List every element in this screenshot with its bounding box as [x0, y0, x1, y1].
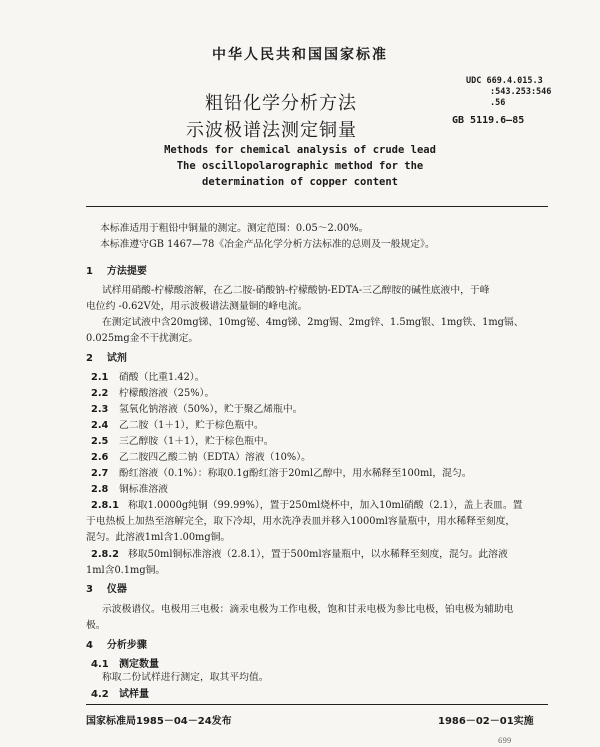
udc-line-2: :543.253:546 [490, 87, 552, 97]
item-text: 乙二胺四乙酸二钠（EDTA）溶液（10%）。 [119, 452, 311, 463]
reagent-item [91, 433, 274, 447]
section-3-heading [86, 580, 127, 595]
section-title: 试剂 [106, 353, 127, 364]
gb-number: GB 5119.6—85 [452, 115, 525, 126]
item-text: 乙二胺（1＋1），贮于棕色瓶中。 [119, 420, 264, 431]
section-number: 3 [86, 584, 93, 595]
item-text: 三乙醇胺（1＋1），贮于棕色瓶中。 [119, 436, 274, 447]
top-rule [86, 206, 548, 207]
item-number: 2.8.2 [91, 549, 119, 560]
sec1-paragraph1-line2: 电位约 -0.62V处，用示波极谱法测量铜的峰电流。 [86, 301, 308, 312]
sub-2-8-2-line2: 1ml含0.1mg铜。 [86, 565, 166, 576]
sec4-1-text: 称取二份试样进行测定，取其平均值。 [102, 672, 269, 683]
section-number: 4 [86, 640, 93, 651]
subsection-4-2-heading [91, 685, 149, 700]
sec3-line1: 示波极谱仪。电极用三电极：滴汞电极为工作电极，饱和甘汞电极为参比电极，铂电极为辅助电 [102, 604, 514, 615]
subsection-number: 4.2 [91, 689, 109, 700]
reagent-item [91, 401, 302, 415]
udc-code [466, 76, 551, 109]
udc-line-3: .56 [490, 98, 506, 108]
sec1-paragraph2-line2: 0.025mg金不干扰测定。 [86, 333, 199, 344]
item-text: 硝酸（比重1.42）。 [119, 372, 205, 383]
effective-date: 1986－02－01实施 [438, 716, 534, 727]
reagent-item [91, 385, 214, 399]
sec3-line2: 极。 [86, 620, 106, 631]
item-number: 2.5 [91, 436, 109, 447]
subsection-4-1-heading [91, 655, 159, 670]
country-standard-heading: 中华人民共和国国家标准 [212, 47, 388, 63]
item-text: 酚红溶液（0.1%）：称取0.1g酚红溶于20ml乙醇中，用水稀释至100ml，混匀。 [119, 468, 472, 479]
intro-compliance: 本标准遵守GB 1467—78《冶金产品化学分析方法标准的总则及一般规定》。 [100, 239, 435, 250]
item-text: 氢氧化钠溶液（50%），贮于聚乙烯瓶中。 [119, 404, 303, 415]
english-title-line-1: Methods for chemical analysis of crude lead [164, 144, 436, 156]
item-number: 2.3 [91, 404, 109, 415]
english-title-line-3: determination of copper content [202, 176, 398, 188]
sub-2-8-1-line1 [91, 497, 522, 511]
item-number: 2.8.1 [91, 500, 119, 511]
section-2-heading [86, 349, 127, 364]
item-number: 2.6 [91, 452, 109, 463]
sec1-paragraph2-line1: 在测定试液中含20mg锑、10mg铋、4mg锑、2mg锡、2mg锌、1.5mg银、1mg铁、1mg镉、 [102, 317, 524, 328]
section-number: 2 [86, 353, 93, 364]
item-text: 称取1.0000g纯铜（99.99%），置于250ml烧杯中，加入10ml硝酸（2.1），盖上表皿。置 [128, 500, 523, 511]
bottom-rule [86, 704, 548, 705]
reagent-item [91, 465, 472, 479]
item-number: 2.2 [91, 388, 109, 399]
item-number: 2.7 [91, 468, 109, 479]
item-text: 移取50ml铜标准溶液（2.8.1），置于500ml容量瓶中，以水稀释至刻度，混匀。此溶液 [128, 549, 508, 560]
sub-2-8-1-line3: 混匀。此溶液1ml含1.00mg铜。 [86, 532, 231, 543]
title-line-2: 示波极谱法测定铜量 [186, 120, 357, 141]
page-number: 699 [498, 737, 512, 745]
title-line-1: 粗铅化学分析方法 [205, 93, 357, 114]
item-text: 柠檬酸溶液（25%）。 [119, 388, 215, 399]
section-1-heading [86, 262, 147, 277]
subsection-title: 测定数量 [119, 659, 159, 670]
section-4-heading [86, 636, 147, 651]
item-text: 铜标准溶液 [119, 484, 168, 495]
sec1-paragraph1-line1: 试样用硝酸-柠檬酸溶解，在乙二胺-硝酸钠-柠檬酸钠-EDTA-三乙醇胺的碱性底液中，于峰 [102, 285, 490, 296]
sub-2-8-1-line2: 于电热板上加热至溶解完全，取下冷却，用水洗净表皿并移入1000ml容量瓶中，用水稀释至刻度， [86, 516, 516, 527]
udc-line-1: UDC 669.4.015.3 [466, 76, 543, 86]
intro-scope: 本标准适用于粗铅中铜量的测定。测定范围：0.05～2.00%。 [100, 223, 369, 234]
reagent-item [91, 481, 168, 495]
english-title-line-2: The oscillopolarographic method for the [176, 160, 424, 172]
reagent-item [91, 369, 205, 383]
reagent-item [91, 449, 311, 463]
sub-2-8-2-line1 [91, 546, 508, 560]
section-number: 1 [86, 266, 93, 277]
reagent-item [91, 417, 264, 431]
subsection-number: 4.1 [91, 659, 109, 670]
item-number: 2.1 [91, 372, 109, 383]
item-number: 2.8 [91, 484, 109, 495]
subsection-title: 试样量 [119, 689, 149, 700]
item-number: 2.4 [91, 420, 109, 431]
section-title: 分析步骤 [106, 640, 147, 651]
issue-date: 国家标准局1985－04－24发布 [86, 716, 232, 727]
section-title: 方法提要 [106, 266, 147, 277]
section-title: 仪器 [106, 584, 127, 595]
